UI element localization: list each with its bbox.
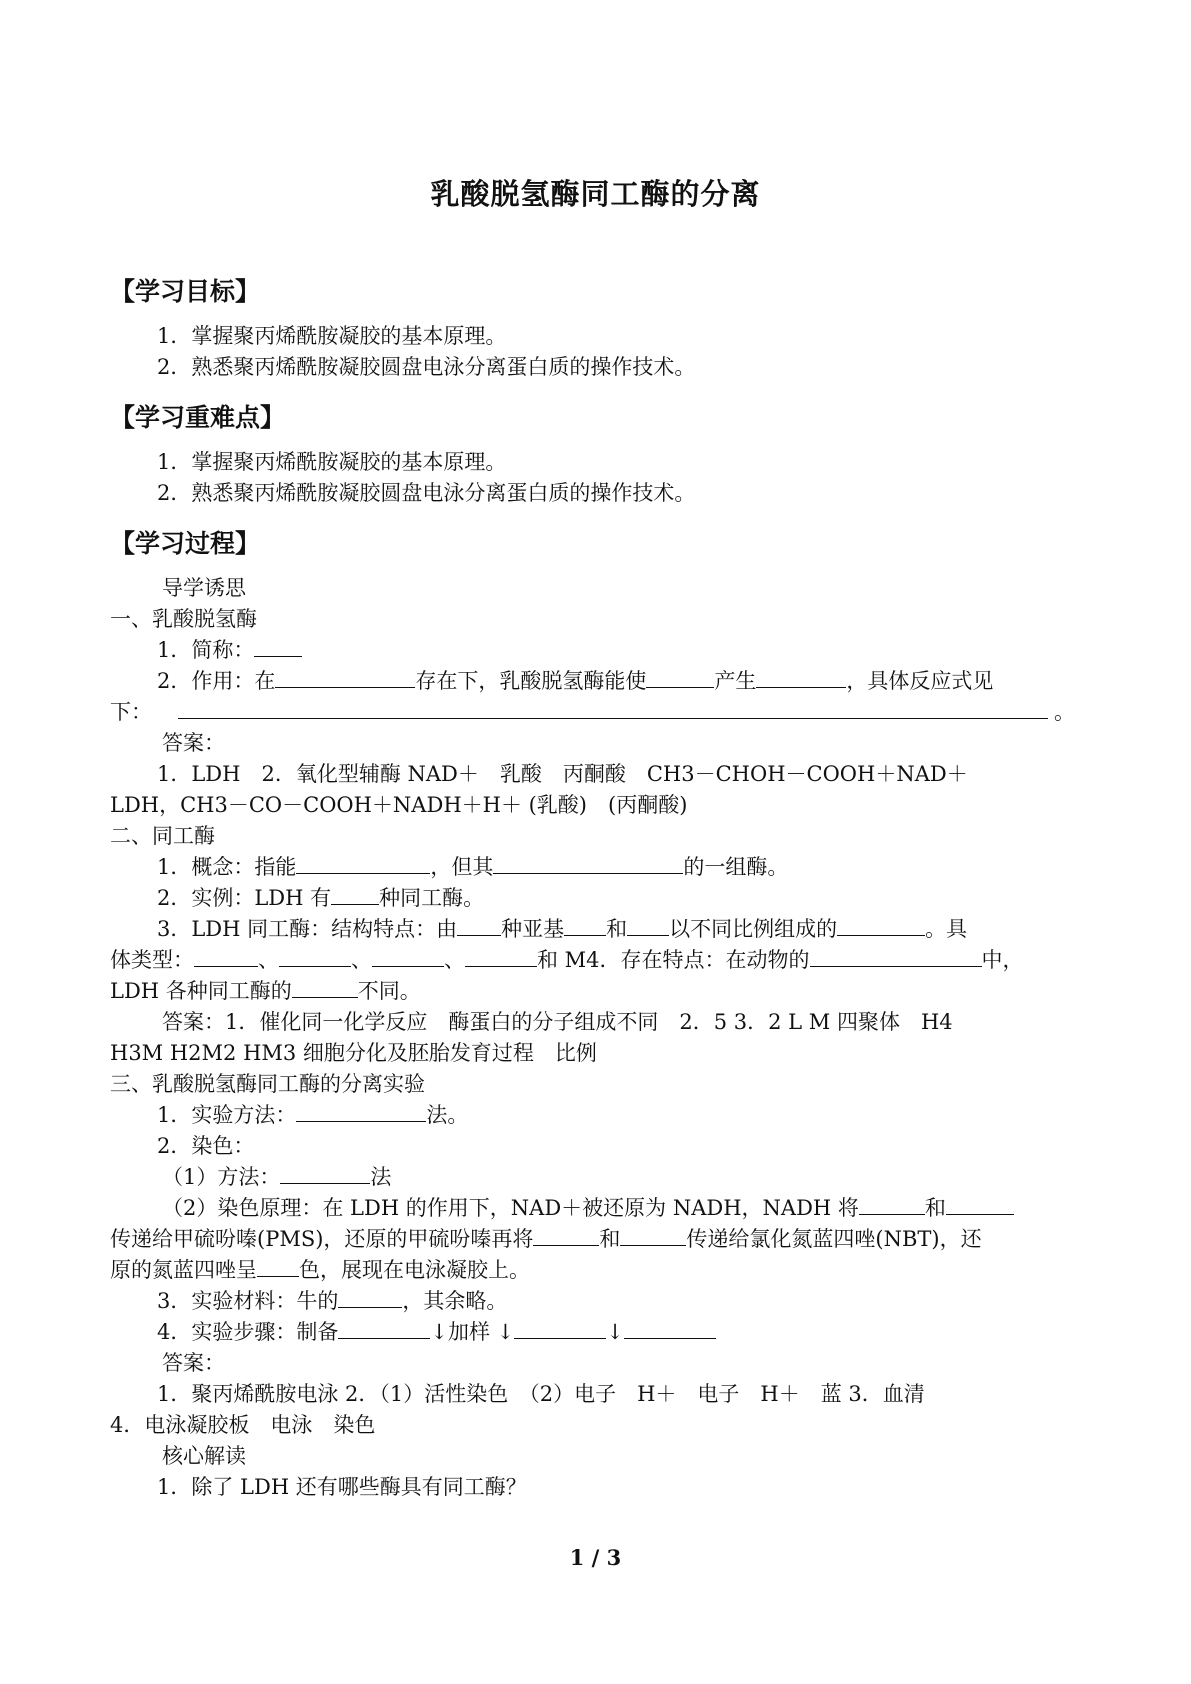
blank xyxy=(465,948,537,967)
section-2-heading: 二、同工酶 xyxy=(110,824,215,848)
s2-question-3-cont: 体类型： 、 、 、 和 M4．存在特点：在动物的 中， xyxy=(110,948,1024,972)
s1-question-2-cont: 下： 。 xyxy=(110,700,1075,724)
blank xyxy=(859,1196,925,1215)
s3-question-2-2-cont2: 原的氮蓝四唑呈 色，展现在电泳凝胶上。 xyxy=(110,1258,530,1282)
blank xyxy=(296,1103,426,1122)
s3-question-4: 4．实验步骤：制备 ↓加样 ↓ ↓ xyxy=(157,1317,716,1347)
blank xyxy=(810,948,982,967)
page-number: 1 / 3 xyxy=(569,1545,622,1570)
blank xyxy=(946,1196,1014,1215)
s2-question-1: 1．概念：指能 ，但其 的一组酶。 xyxy=(157,855,789,879)
blank xyxy=(296,855,430,874)
blank xyxy=(756,669,846,688)
s2-answer-line-2: H3M H2M2 HM3 细胞分化及胚胎发育过程 比例 xyxy=(110,1041,597,1065)
objectives-header: 【学习目标】 xyxy=(110,277,261,306)
s2-question-2: 2．实例：LDH 有 种同工酶。 xyxy=(157,886,485,910)
objective-item-2: 2．熟悉聚丙烯酰胺凝胶圆盘电泳分离蛋白质的操作技术。 xyxy=(157,355,696,379)
process-header: 【学习过程】 xyxy=(110,529,261,558)
s3-question-2-2-cont: 传递给甲硫吩嗪(PMS)，还原的甲硫吩嗪再将 和 传递给氯化氮蓝四唑(NBT)，还 xyxy=(110,1227,982,1251)
key-point-item-2: 2．熟悉聚丙烯酰胺凝胶圆盘电泳分离蛋白质的操作技术。 xyxy=(157,481,696,505)
blank xyxy=(627,917,669,936)
core-question-1: 1．除了 LDH 还有哪些酶具有同工酶？ xyxy=(157,1475,527,1499)
key-points-header: 【学习重难点】 xyxy=(110,403,286,432)
blank xyxy=(279,948,351,967)
blank xyxy=(275,669,415,688)
blank xyxy=(620,1227,686,1246)
s3-question-2-1: （1）方法： 法 xyxy=(162,1165,392,1189)
blank xyxy=(280,1165,370,1184)
s1-answer-line-2: LDH，CH3－CO－COOH＋NADH＋H＋ (乳酸) (丙酮酸) xyxy=(110,793,688,817)
s1-answer-label: 答案： xyxy=(162,731,225,755)
s2-answer-line-1: 答案：1．催化同一化学反应 酶蛋白的分子组成不同 2．5 3．2 L M 四聚体 H4 xyxy=(162,1010,953,1034)
s3-answer-line-2: 4．电泳凝胶板 电泳 染色 xyxy=(110,1413,376,1437)
blank xyxy=(292,979,358,998)
blank xyxy=(254,638,302,657)
objective-item-1: 1．掌握聚丙烯酰胺凝胶的基本原理。 xyxy=(157,324,507,348)
guide-label: 导学诱思 xyxy=(162,576,246,600)
blank xyxy=(257,1258,299,1277)
section-1-heading: 一、乳酸脱氢酶 xyxy=(110,607,257,631)
s3-question-2-2: （2）染色原理：在 LDH 的作用下，NAD＋被还原为 NADH，NADH 将 和 xyxy=(162,1193,1014,1223)
s3-question-1: 1．实验方法： 法。 xyxy=(157,1103,469,1127)
page-title: 乳酸脱氢酶同工酶的分离 xyxy=(430,177,761,211)
blank xyxy=(331,886,379,905)
blank xyxy=(457,917,501,936)
blank xyxy=(338,1289,402,1308)
blank xyxy=(646,669,714,688)
core-heading: 核心解读 xyxy=(162,1444,246,1468)
blank xyxy=(178,700,1048,719)
s3-question-2: 2．染色： xyxy=(157,1134,255,1158)
s1-question-1: 1．简称： xyxy=(157,635,302,665)
s2-question-3-cont2: LDH 各种同工酶的 不同。 xyxy=(110,979,421,1003)
blank xyxy=(338,1320,430,1339)
s3-answer-label: 答案： xyxy=(162,1351,225,1375)
blank xyxy=(533,1227,599,1246)
s1-answer-line-1: 1．LDH 2．氧化型辅酶 NAD＋ 乳酸 丙酮酸 CH3－CHOH－COOH＋NAD＋ xyxy=(157,762,968,786)
blank xyxy=(514,1320,606,1339)
blank xyxy=(194,948,258,967)
s2-question-3: 3．LDH 同工酶：结构特点：由 种亚基 和 以不同比例组成的 。具 xyxy=(157,917,968,941)
key-point-item-1: 1．掌握聚丙烯酰胺凝胶的基本原理。 xyxy=(157,450,507,474)
blank xyxy=(493,855,683,874)
section-3-heading: 三、乳酸脱氢酶同工酶的分离实验 xyxy=(110,1072,425,1096)
s1-question-2: 2．作用：在 存在下，乳酸脱氢酶能使 产生 ，具体反应式见 xyxy=(157,669,994,693)
blank xyxy=(564,917,606,936)
blank xyxy=(372,948,444,967)
s3-question-3: 3．实验材料：牛的 ，其余略。 xyxy=(157,1289,508,1313)
blank xyxy=(624,1320,716,1339)
s3-answer-line-1: 1．聚丙烯酰胺电泳 2．（1）活性染色 （2）电子 H＋ 电子 H＋ 蓝 3．血清 xyxy=(157,1382,925,1406)
blank xyxy=(837,917,925,936)
